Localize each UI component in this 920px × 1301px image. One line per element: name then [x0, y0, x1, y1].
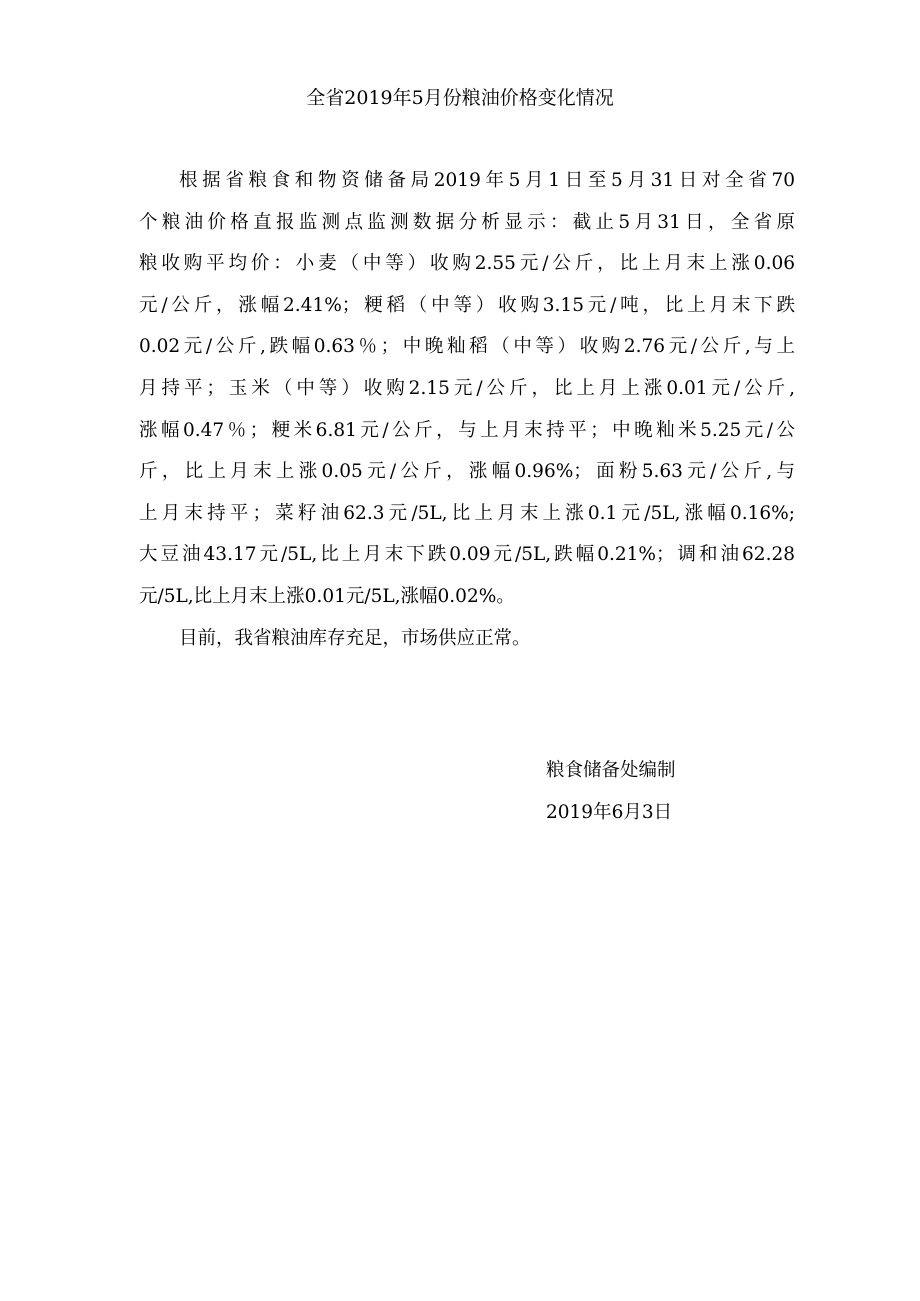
paragraph-line: 斤，比上月末上涨0.05元/公斤，涨幅0.96%；面粉5.63元/公斤,与: [139, 461, 795, 483]
issuer-label: 粮食储备处编制: [546, 760, 676, 781]
supply-status-paragraph: [139, 618, 795, 660]
page-title: 全省2019年5月份粮油价格变化情况: [306, 87, 614, 109]
signature-block: [546, 750, 806, 834]
document-body: [139, 160, 795, 659]
paragraph-line: 个粮油价格直报监测点监测数据分析显示：截止5月31日，全省原: [139, 211, 795, 233]
paragraph-line: 上月末持平；菜籽油62.3元/5L,比上月末上涨0.1元/5L,涨幅0.16%;: [139, 502, 795, 524]
price-report-paragraph: [139, 160, 795, 618]
paragraph-line: 元/公斤，涨幅2.41%；粳稻（中等）收购3.15元/吨，比上月末下跌: [139, 294, 795, 316]
paragraph-line: 目前，我省粮油库存充足，市场供应正常。: [179, 627, 531, 649]
paragraph-line: 粮收购平均价：小麦（中等）收购2.55元/公斤，比上月末上涨0.06: [139, 253, 795, 275]
paragraph-line: 元/5L,比上月末上涨0.01元/5L,涨幅0.02%。: [139, 585, 515, 607]
issue-date: 2019年6月3日: [546, 802, 673, 823]
paragraph-line: 根据省粮食和物资储备局2019年5月1日至5月31日对全省70: [179, 170, 795, 191]
paragraph-line: 月持平；玉米（中等）收购2.15元/公斤，比上月上涨0.01元/公斤,: [139, 377, 795, 399]
paragraph-line: 0.02元/公斤,跌幅0.63％；中晚籼稻（中等）收购2.76元/公斤,与上: [139, 336, 795, 358]
paragraph-line: 大豆油43.17元/5L,比上月末下跌0.09元/5L,跌幅0.21%；调和油62.28: [139, 544, 795, 566]
paragraph-line: 涨幅0.47％；粳米6.81元/公斤，与上月末持平；中晚籼米5.25元/公: [139, 419, 795, 441]
